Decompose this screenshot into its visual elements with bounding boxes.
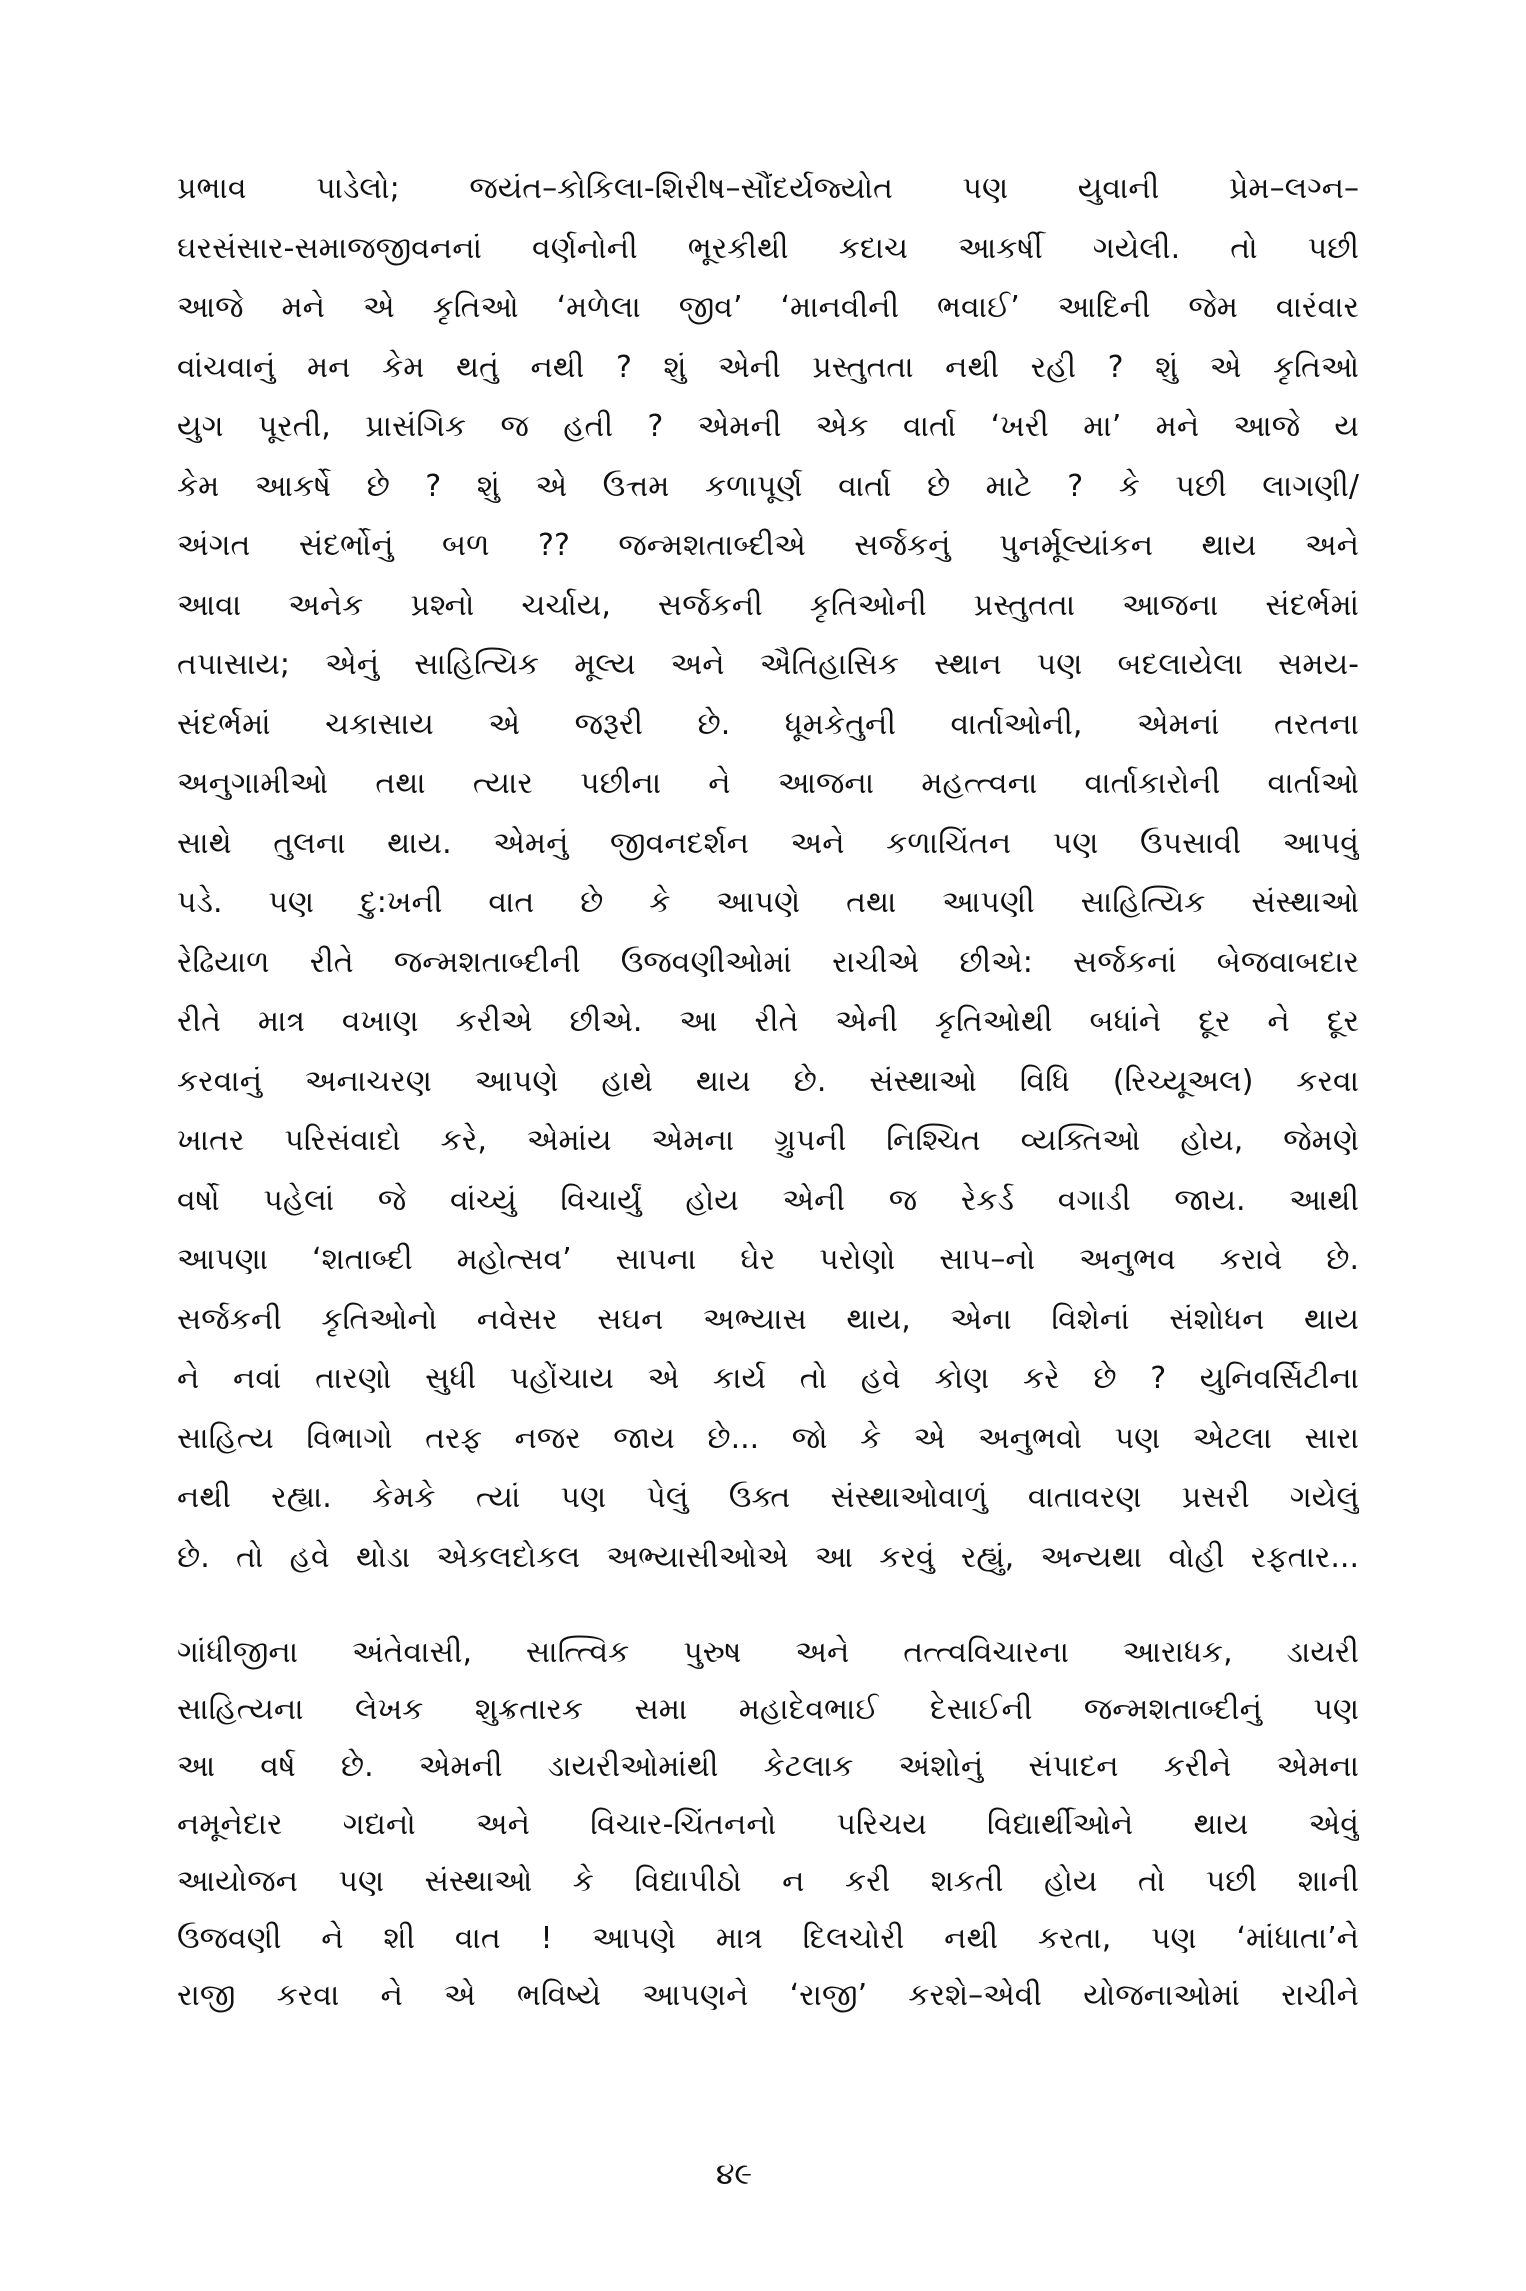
text-line: આવા અનેક પ્રશ્નો ચર્ચાય, સર્જકની કૃતિઓની પ્રસ્તુતતા આજના સંદર્ભમાં [177, 587, 1359, 623]
page-number: ૪૯ [715, 2157, 753, 2192]
text-line: ને નવાં તારણો સુધી પહોંચાય એ કાર્ય તો હવે કોણ કરે છે ? યુનિવર્સિટીના [177, 1361, 1359, 1396]
text-line: યુગ પૂરતી, પ્રાસંગિક જ હતી ? એમની એક વાર્તા ‘ખરી મા’ મને આજે ય [177, 409, 1359, 444]
text-line: તપાસાય; એનું સાહિત્યિક મૂલ્ય અને ઐતિહાસિક સ્થાન પણ બદલાયેલા સમય- [177, 647, 1359, 682]
text-line: કરવાનું અનાચરણ આપણે હાથે થાય છે. સંસ્થાઓ વિધિ (રિચ્યૂઅલ) કરવા [177, 1063, 1359, 1099]
text-line: સંદર્ભમાં ચકાસાય એ જરૂરી છે. ધૂમકેતુની વાર્તાઓની, એમનાં તરતના [177, 706, 1359, 742]
text-line: ઉજવણી ને શી વાત ! આપણે માત્ર દિલચોરી નથી કરતા, પણ ‘માંધાતા’ને [177, 1920, 1359, 1956]
text-line: પ્રભાવ પાડેલો; જયંત–કોકિલા-શિરીષ–સૌંદર્યજ્યોત પણ યુવાની પ્રેમ–લગ્ન– [177, 171, 1359, 206]
text-line: સાથે તુલના થાય. એમનું જીવનદર્શન અને કળાચિંતન પણ ઉપસાવી આપવું [177, 825, 1359, 861]
text-line: સાહિત્યના લેખક શુક્રતારક સમા મહાદેવભાઈ દેસાઈની જન્મશતાબ્દીનું પણ [177, 1692, 1359, 1728]
text-line: કેમ આકર્ષે છે ? શું એ ઉત્તમ કળાપૂર્ણ વાર્તા છે માટે ? કે પછી લાગણી/ [177, 468, 1359, 504]
text-line: વર્ષો પહેલાં જે વાંચ્યું વિચાર્યું હોય એની જ રેકર્ડ વગાડી જાય. આથી [177, 1182, 1359, 1218]
text-line: વાંચવાનું મન કેમ થતું નથી ? શું એની પ્રસ્તુતતા નથી રહી ? શું એ કૃતિઓ [177, 349, 1359, 385]
text-line: ઘરસંસાર-સમાજજીવનનાં વર્ણનોની ભૂરકીથી કદાચ આકર્ષી ગયેલી. તો પછી [177, 230, 1359, 266]
text-line: આપણા ‘શતાબ્દી મહોત્સવ’ સાપના ઘેર પરોણો સાપ–નો અનુભવ કરાવે છે. [177, 1242, 1359, 1277]
text-line: સાહિત્ય વિભાગો તરફ નજર જાય છે... જો કે એ અનુભવો પણ એટલા સારા [177, 1420, 1359, 1456]
text-line: અનુગામીઓ તથા ત્યાર પછીના ને આજના મહત્ત્વના વાર્તાકારોની વાર્તાઓ [177, 766, 1359, 801]
text-line: અંગત સંદર્ભોનું બળ ?? જન્મશતાબ્દીએ સર્જકનું પુનર્મૂલ્યાંકન થાય અને [177, 528, 1359, 563]
text-line: સર્જકની કૃતિઓનો નવેસર સઘન અભ્યાસ થાય, એના વિશેનાં સંશોધન થાય [177, 1301, 1359, 1337]
text-line: પડે. પણ દુ:ખની વાત છે કે આપણે તથા આપણી સાહિત્યિક સંસ્થાઓ [177, 885, 1359, 920]
paragraph-1 [177, 159, 1359, 1587]
text-line: ગાંધીજીના અંતેવાસી, સાત્ત્વિક પુરુષ અને તત્ત્વવિચારના આરાધક, ડાયરી [177, 1635, 1359, 1670]
text-line: છે. તો હવે થોડા એકલદોકલ અભ્યાસીઓએ આ કરવું રહ્યું, અન્યથા વોહી રફતાર... [177, 1539, 1359, 1575]
text-line: આ વર્ષ છે. એમની ડાયરીઓમાંથી કેટલાક અંશોનું સંપાદન કરીને એમના [177, 1749, 1359, 1785]
text-line: આયોજન પણ સંસ્થાઓ કે વિદ્યાપીઠો ન કરી શકતી હોય તો પછી શાની [177, 1863, 1359, 1899]
paragraph-2 [177, 1624, 1359, 2024]
text-line: ખાતર પરિસંવાદો કરે, એમાંય એમના ગ્રુપની નિશ્ચિત વ્યક્તિઓ હોય, જેમણે [177, 1123, 1359, 1158]
text-line: નમૂનેદાર ગદ્યનો અને વિચાર-ચિંતનનો પરિચય વિદ્યાર્થીઓને થાય એવું [177, 1806, 1359, 1842]
text-line: રેઢિયાળ રીતે જન્મશતાબ્દીની ઉજવણીઓમાં રાચીએ છીએ: સર્જકનાં બેજવાબદાર [177, 944, 1359, 980]
text-line: રાજી કરવા ને એ ભવિષ્યે આપણને ‘રાજી’ કરશે–એવી યોજનાઓમાં રાચીને [177, 1978, 1359, 2014]
text-line: નથી રહ્યા. કેમકે ત્યાં પણ પેલું ઉક્ત સંસ્થાઓવાળું વાતાવરણ પ્રસરી ગયેલું [177, 1480, 1359, 1515]
text-line: આજે મને એ કૃતિઓ ‘મળેલા જીવ’ ‘માનવીની ભવાઈ’ આદિની જેમ વારંવાર [177, 290, 1359, 325]
text-line: રીતે માત્ર વખાણ કરીએ છીએ. આ રીતે એની કૃતિઓથી બધાંને દૂર ને દૂર [177, 1004, 1359, 1039]
